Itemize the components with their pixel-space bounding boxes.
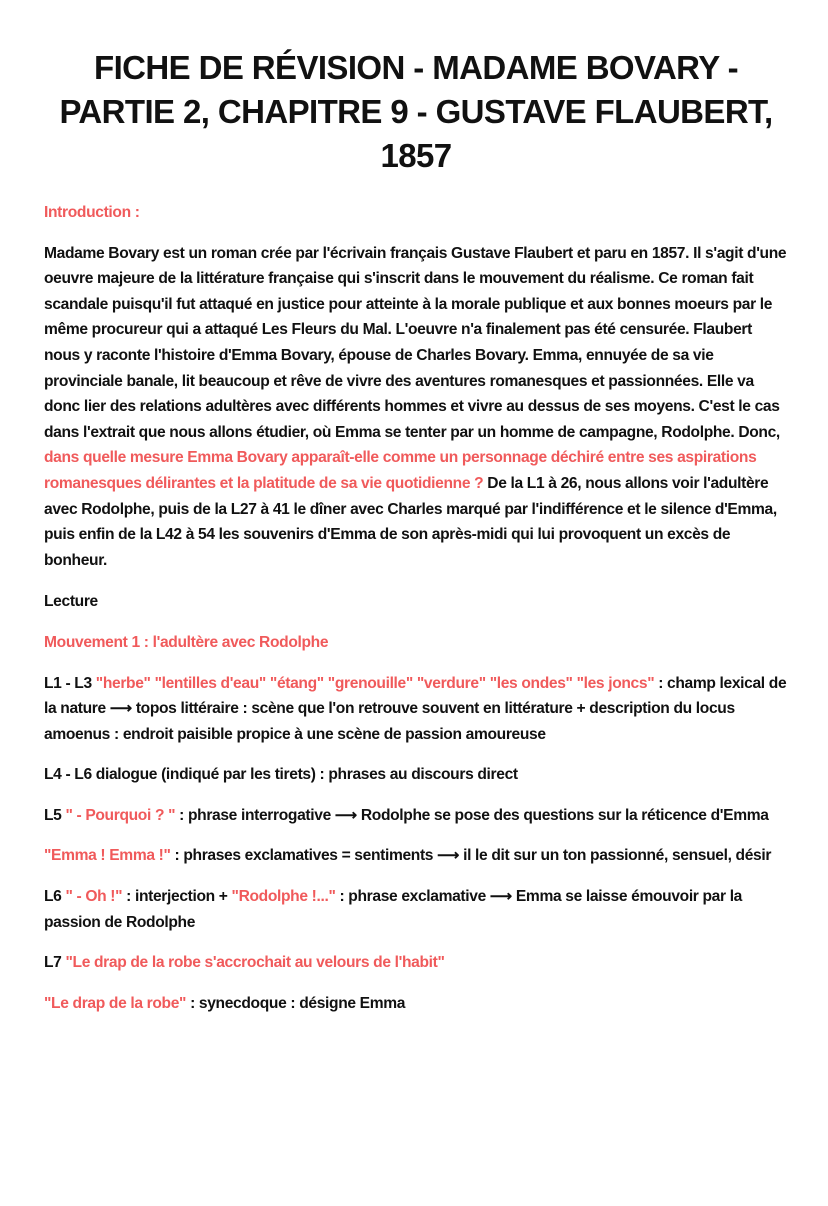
note-emma [44, 843, 788, 869]
analysis: : phrase interrogative ⟶ Rodolphe se pose des questions sur la réticence d'Emma [175, 806, 769, 824]
quote: "Le drap de la robe s'accrochait au velours de l'habit" [65, 954, 445, 972]
line-ref: L5 [44, 806, 66, 824]
problematique: dans quelle mesure Emma Bovary apparaît-elle comme un personnage déchiré entre ses aspirations romanesques délirantes et la platitude de sa vie quotidienne ? [44, 449, 757, 492]
quote: "Rodolphe !..." [231, 888, 336, 906]
quote: " - Oh !" [65, 888, 123, 906]
plan-text: De la L1 à 26, nous allons voir l'adultère avec Rodolphe, puis de la L27 à 41 le dîner avec Charles marqué par l'indifférence et le silence d'Emma, puis enfin de la L42 à 54 les souvenirs d'Emma de son après-midi qui lui provoquent un excès de bonheur. [44, 474, 777, 569]
note-l7 [44, 950, 788, 976]
intro-text: Madame Bovary est un roman crée par l'écrivain français Gustave Flaubert et paru en 1857. Il s'agit d'une oeuvre majeure de la littérature française qui s'inscrit dans le mouvement du réalisme. Ce roman fait scandale puisqu'il fut attaqué en justice pour atteinte à la morale publique et aux bonnes moeurs par le même procureur qui a attaqué Les Fleurs du Mal. L'oeuvre n'a finalement pas été censurée. Flaubert nous y raconte l'histoire d'Emma Bovary, épouse de Charles Bovary. Emma, ennuyée de sa vie provinciale banale, lit beaucoup et rêve de vivre des aventures romanesques et passionnées. Elle va donc lier des relations adultères avec différents hommes et vivre au dessus de ses moyens. C'est le cas dans l'extrait que nous allons étudier, où Emma se tenter par un homme de campagne, Rodolphe. Donc, [44, 244, 787, 441]
page-title: FICHE DE RÉVISION - MADAME BOVARY - PARTIE 2, CHAPITRE 9 - GUSTAVE FLAUBERT, 1857 [59, 49, 773, 174]
analysis: : interjection + [122, 888, 232, 906]
note-synecdoque [44, 991, 788, 1017]
analysis: : phrase exclamative ⟶ Emma se laisse émouvoir par la passion de Rodolphe [44, 888, 743, 931]
analysis: : phrases exclamatives = sentiments ⟶ il le dit sur un ton passionné, sensuel, désir [170, 847, 772, 865]
line-ref: L7 [44, 954, 66, 972]
analysis: : champ lexical de la nature ⟶ topos littéraire : scène que l'on retrouve souvent en littérature + description du locus amoenus : endroit paisible propice à une scène de passion amoureuse [44, 674, 787, 743]
lecture-heading: Lecture [44, 593, 98, 611]
note-l4-l6: L4 - L6 dialogue (indiqué par les tirets) : phrases au discours direct [44, 766, 518, 784]
note-l5 [44, 803, 788, 829]
line-ref: L1 - L3 [44, 674, 96, 692]
note-l6 [44, 884, 788, 935]
quote: " - Pourquoi ? " [65, 806, 176, 824]
quote: "Emma ! Emma !" [44, 847, 171, 865]
intro-heading: Introduction : [44, 204, 140, 221]
line-ref: L6 [44, 888, 66, 906]
analysis: : synecdoque : désigne Emma [186, 994, 406, 1012]
intro-paragraph [44, 241, 788, 574]
note-l1-l3 [44, 671, 788, 748]
mouvement-1-heading: Mouvement 1 : l'adultère avec Rodolphe [44, 633, 329, 651]
quote: "herbe" "lentilles d'eau" "étang" "grenouille" "verdure" "les ondes" "les joncs" [95, 674, 655, 692]
quote: "Le drap de la robe" [44, 994, 187, 1012]
